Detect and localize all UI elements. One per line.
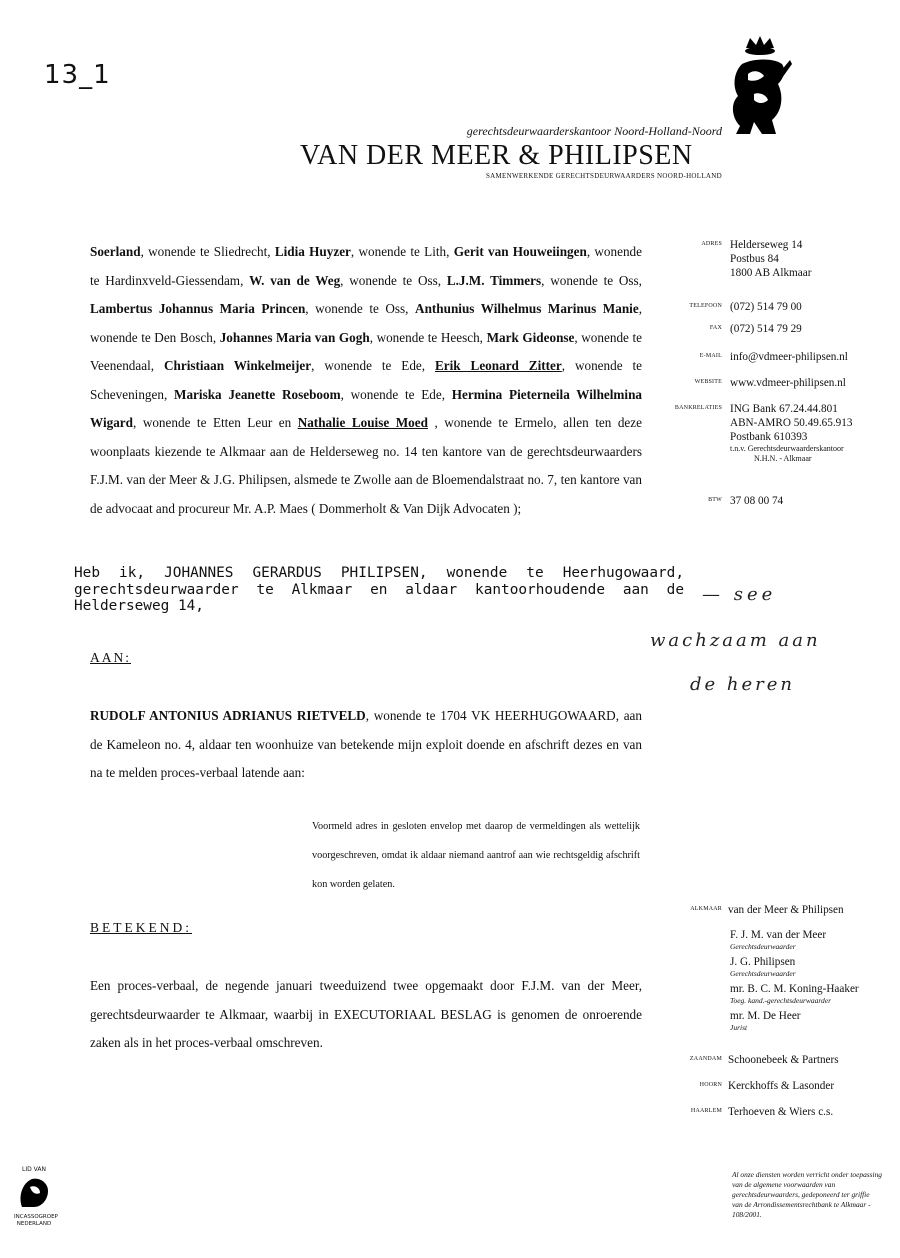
person-name: J. G. Philipsen [730,956,796,968]
fax-value: (072) 514 79 29 [730,323,802,335]
telefoon-value: (072) 514 79 00 [730,301,802,313]
party-text: , wonende te Heesch, [369,329,487,345]
fax-label: FAX [709,325,722,331]
person-role: Gerechtsdeurwaarder [730,969,796,978]
party-name: W. van de Weg [249,272,341,288]
party-name: Johannes Maria van Gogh [219,329,370,345]
haarlem-value: Terhoeven & Wiers c.s. [728,1106,834,1118]
recipient-details: , wonende te 1704 VK HEERHUGOWAARD, aan de Kameleon no. 4, aldaar ten woonhuize van betekende mijn exploit doende en afschrift dezes en van na te melden proces-verbaal latende aan: [90,708,643,780]
alkmaar-value: van der Meer & Philipsen [728,904,844,916]
party-text: , wonende te Ede, [311,358,435,373]
website-label: WEBSITE [694,379,722,385]
party-text: , wonende te Etten Leur en [133,415,298,430]
logo-caption: NEDERLAND [16,1221,52,1227]
party-text: , wonende te Hardinxveld-Giessendam, [90,244,642,288]
handwritten-note-1: — see [702,584,777,605]
email-label: E-MAIL [699,353,722,359]
party-name: Mark Gideonse [486,329,575,345]
recipient-paragraph [90,702,642,788]
hoorn-value: Kerckhoffs & Lasonder [728,1080,835,1092]
party-name: Gerit van Houweiingen [453,244,587,259]
bank-line: ING Bank 67.24.44.801 [730,403,838,415]
party-name: Christiaan Winkelmeijer [163,358,312,373]
person-name: mr. B. C. M. Koning-Haaker [730,983,859,995]
zaandam-label: ZAANDAM [689,1056,722,1062]
crowned-lion-logo-icon [724,34,794,138]
bank-label: BANKRELATIES [674,405,722,411]
footer-terms-note: Al onze diensten worden verricht onder toepassing van de algemene voorwaarden van gerechtsdeurwaarders, gedeponeerd ter griffie van de Arrondissementsrechtbank te Alkmaar - 108/2001. [732,1170,882,1219]
haarlem-label: HAARLEM [690,1108,722,1114]
lion-emblem-icon [14,1173,54,1209]
firm-name: VAN DER MEER & PHILIPSEN [300,140,693,171]
party-text: , wonende te Oss, [340,272,447,288]
bank-line: ABN-AMRO 50.49.65.913 [730,417,853,429]
adres-line: Postbus 84 [730,253,779,265]
parties-paragraph [90,238,642,523]
party-name: Lidia Huyzer [274,244,351,259]
party-name: Erik Leonard Zitter [434,358,562,373]
party-name: Mariska Jeanette Roseboom [174,386,341,402]
logo-caption: INCASSOGROEP [14,1214,58,1220]
zaandam-value: Schoonebeek & Partners [728,1054,839,1066]
typewritten-bailiff-statement: Heb ik, JOHANNES GERARDUS PHILIPSEN, wonende te Heerhugowaard, gerechtsdeurwaarder te Alkmaar en aldaar kantoorhoudende aan de Helderseweg 14, [74,565,684,614]
bank-line: Postbank 610393 [730,431,808,443]
party-text: , wonende te Oss, [305,301,416,316]
alkmaar-label: ALKMAAR [690,906,722,912]
person-role: Jurist [730,1023,748,1032]
stamp-text: Voormeld adres in gesloten envelop met daarop de vermeldingen als wettelijk voorgeschreven, omdat ik aldaar niemand aantrof aan wie rechtsgeldig afschrift kon worden gelaten. [312,821,640,890]
party-name: Soerland [90,244,141,259]
telefoon-label: TELEFOON [689,303,722,309]
person-name: F. J. M. van der Meer [730,929,827,941]
firm-subtitle: gerechtsdeurwaarderskantoor Noord-Holland-Noord [466,124,722,138]
party-text: , wonende te Ermelo, allen ten deze woonplaats kiezende te Alkmaar aan de Helderseweg no. 14 ten kantore van de gerechtsdeurwaarders F.J.M. van der Meer & J.G. Philipsen, alsmede te Zwolle aan de Bloemendalstraat no. 7, ten kantore van de advocaat and procureur Mr. A.P. Maes ( Dommerholt & Van Dijk Advocaten ); [90,415,642,516]
btw-value: 37 08 00 74 [730,495,784,507]
proces-verbaal-paragraph: Een proces-verbaal, de negende januari tweeduizend twee opgemaakt door F.J.M. van der Meer, gerechtsdeurwaarder te Alkmaar, waarbij in EXECUTORIAAL BESLAG is genomen de onroerende zaken als in het proces-verbaal omschreven. [90,978,642,1050]
party-text: , wonende te Den Bosch, [90,301,642,345]
party-name: Hermina Pieterneila Wilhelmina Wigard [90,386,642,430]
party-name: Anthunius Wilhelmus Marinus Manie [415,301,639,316]
email-value: info@vdmeer-philipsen.nl [730,351,848,363]
party-text: , wonende te Lith, [350,244,454,259]
bank-note: N.H.N. - Alkmaar [754,454,812,463]
handwritten-note-2: wachzaam aan [650,630,821,651]
website-value: www.vdmeer-philipsen.nl [730,377,846,389]
sidebar-address [656,238,886,286]
party-text: , wonende te Oss, [541,272,642,288]
btw-label: BTW [708,497,722,503]
party-text: , wonende te Ede, [340,386,452,402]
betekend-heading: BETEKEND: [90,920,192,935]
person-role: Toeg. kand.-gerechtsdeurwaarder [730,996,832,1005]
party-name: L.J.M. Timmers [446,272,542,288]
firm-tagline: SAMENWERKENDE GERECHTSDEURWAARDERS NOORD-HOLLAND [485,172,722,180]
adres-line: Helderseweg 14 [730,239,803,251]
party-text: , wonende te Scheveningen, [90,358,642,402]
bank-note: t.n.v. Gerechtsdeurwaarderskantoor [730,444,844,453]
aan-heading: AAN: [90,650,131,665]
party-name: Nathalie Louise Moed [297,415,428,430]
logo-caption: LID VAN [22,1166,46,1173]
adres-line: 1800 AB Alkmaar [730,267,812,279]
party-text: , wonende te Veenendaal, [90,329,642,373]
handwritten-note-3: de heren [690,674,795,695]
party-text: , wonende te Sliedrecht, [140,244,275,259]
person-role: Gerechtsdeurwaarder [730,942,796,951]
person-name: mr. M. De Heer [730,1010,801,1022]
adres-label: ADRES [701,241,722,247]
recipient-name: RUDOLF ANTONIUS ADRIANUS RIETVELD [90,708,366,723]
handwritten-page-number: 13_1 [44,60,111,90]
hoorn-label: HOORN [699,1082,722,1088]
incassogroep-logo [14,1166,58,1228]
party-name: Lambertus Johannus Maria Princen [90,301,306,316]
